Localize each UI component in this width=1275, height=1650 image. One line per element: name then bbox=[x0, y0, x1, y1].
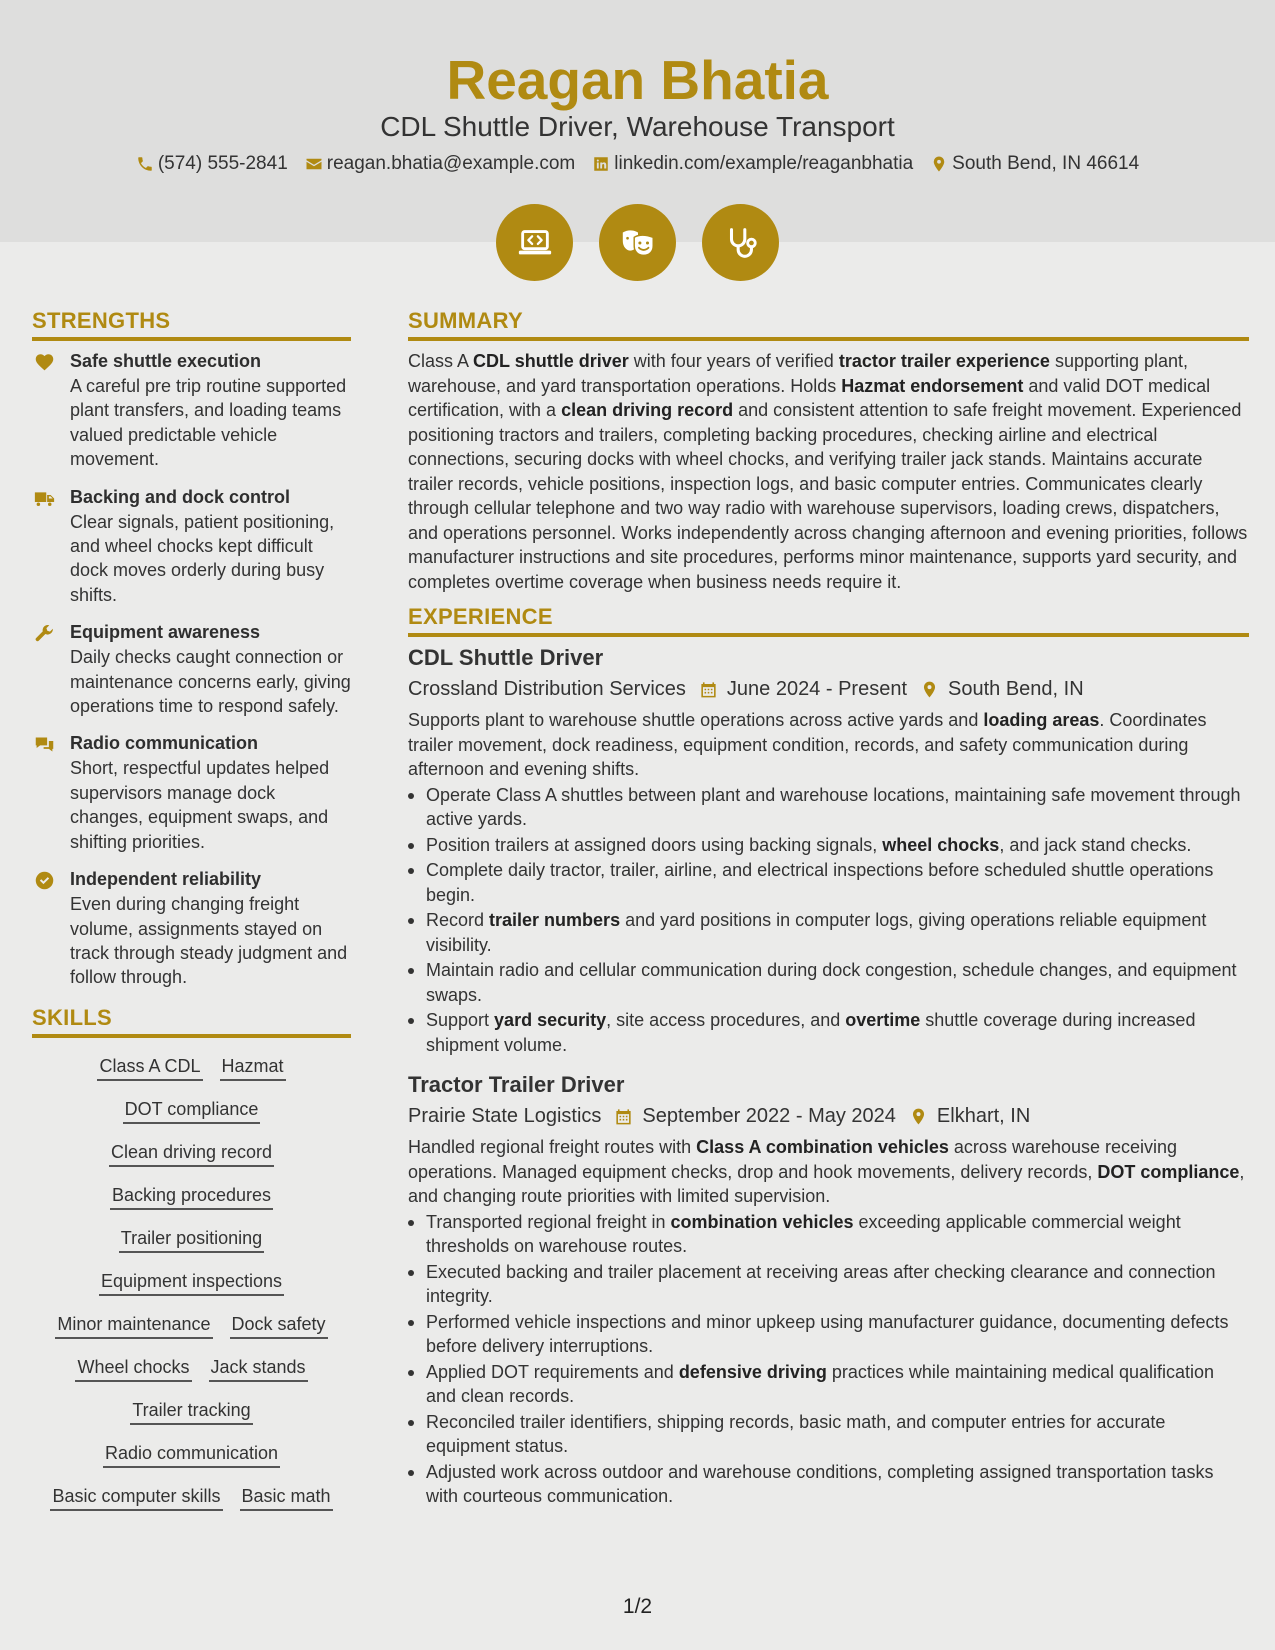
skill-tag: Basic math bbox=[240, 1485, 333, 1511]
bullet-item: Position trailers at assigned doors using backing signals, wheel chocks, and jack stand checks. bbox=[408, 833, 1249, 858]
strength-description: Clear signals, patient positioning, and wheel chocks kept difficult dock moves orderly during busy shifts. bbox=[70, 511, 335, 605]
job-summary: Handled regional freight routes with Class A combination vehicles across warehouse receiving operations. Managed equipment checks, drop and hook movements, delivery records, DOT compliance, and changing route priorities with limited supervision. bbox=[408, 1137, 1245, 1206]
map-marker-icon bbox=[920, 680, 939, 699]
strength-item bbox=[32, 731, 351, 854]
map-marker-icon bbox=[909, 1107, 928, 1126]
bullet-item: Maintain radio and cellular communication during dock congestion, schedule changes, and equipment swaps. bbox=[408, 958, 1249, 1007]
location-text: South Bend, IN 46614 bbox=[952, 153, 1140, 174]
calendar-icon bbox=[699, 680, 718, 699]
bullet-item: Executed backing and trailer placement at receiving areas after checking clearance and connection integrity. bbox=[408, 1260, 1249, 1309]
bullet-item: Reconciled trailer identifiers, shipping records, basic math, and computer entries for accurate equipment status. bbox=[408, 1410, 1249, 1459]
contact-email[interactable] bbox=[305, 152, 575, 176]
linkedin-icon bbox=[592, 155, 610, 173]
strength-description: Short, respectful updates helped supervisors manage dock changes, equipment swaps, and shifting priorities. bbox=[70, 758, 330, 852]
job-entry bbox=[408, 643, 1249, 1057]
job-location: Elkhart, IN bbox=[936, 1105, 1031, 1127]
bullet-item: Performed vehicle inspections and minor upkeep using manufacturer guidance, documenting defects before delivery interruptions. bbox=[408, 1310, 1249, 1359]
contact-linkedin[interactable] bbox=[592, 152, 913, 176]
email-text: reagan.bhatia@example.com bbox=[326, 153, 576, 174]
skill-row bbox=[32, 1184, 351, 1210]
strength-description: Daily checks caught connection or maintenance concerns early, giving operations time to respond safely. bbox=[70, 647, 351, 717]
skill-tag: Wheel chocks bbox=[75, 1356, 191, 1382]
job-company: Prairie State Logistics bbox=[408, 1105, 602, 1127]
stethoscope-badge bbox=[702, 204, 779, 281]
laptop-code-badge bbox=[496, 204, 573, 281]
skill-row bbox=[32, 1442, 351, 1468]
skill-tag: Clean driving record bbox=[109, 1141, 274, 1167]
job-dates: June 2024 - Present bbox=[726, 678, 908, 700]
truck-icon bbox=[34, 488, 55, 509]
laptop-code-icon bbox=[516, 224, 554, 262]
comments-icon bbox=[34, 734, 55, 755]
strength-name: Radio communication bbox=[70, 733, 259, 754]
strength-item bbox=[32, 867, 351, 990]
contact-bar bbox=[0, 152, 1275, 176]
page-number: 1/2 bbox=[622, 1595, 653, 1618]
job-summary: Supports plant to warehouse shuttle operations across active yards and loading areas. Coordinates trailer movement, dock readiness, equipment condition, records, and safety communication during afternoon and evening shifts. bbox=[408, 710, 1207, 779]
job-meta bbox=[408, 1102, 1249, 1130]
skill-row bbox=[32, 1270, 351, 1296]
skill-tag: DOT compliance bbox=[123, 1098, 261, 1124]
job-bullets bbox=[408, 783, 1249, 1058]
check-circle-icon bbox=[34, 870, 55, 891]
bullet-item: Operate Class A shuttles between plant and warehouse locations, maintaining safe movement through active yards. bbox=[408, 783, 1249, 832]
job-role: CDL Shuttle Driver bbox=[408, 645, 604, 670]
left-column bbox=[32, 306, 351, 1528]
bullet-item: Support yard security, site access procedures, and overtime shuttle coverage during increased shipment volume. bbox=[408, 1008, 1249, 1057]
contact-phone[interactable] bbox=[136, 152, 288, 176]
strength-description: Even during changing freight volume, assignments stayed on track through steady judgment and follow through. bbox=[70, 894, 348, 988]
job-location: South Bend, IN bbox=[948, 678, 1084, 700]
strength-item bbox=[32, 485, 351, 608]
heart-icon bbox=[34, 352, 55, 373]
job-meta bbox=[408, 675, 1249, 703]
candidate-title: CDL Shuttle Driver, Warehouse Transport bbox=[380, 111, 895, 142]
skill-row bbox=[32, 1141, 351, 1167]
bullet-item: Complete daily tractor, trailer, airline, and electrical inspections before scheduled shuttle operations begin. bbox=[408, 858, 1249, 907]
job-entry bbox=[408, 1070, 1249, 1509]
skill-tag: Class A CDL bbox=[97, 1055, 202, 1081]
skill-row bbox=[32, 1055, 351, 1081]
calendar-icon bbox=[614, 1107, 633, 1126]
strength-name: Equipment awareness bbox=[70, 622, 261, 643]
skill-row bbox=[32, 1227, 351, 1253]
phone-text: (574) 555-2841 bbox=[157, 153, 288, 174]
skill-row bbox=[32, 1399, 351, 1425]
skill-tag: Minor maintenance bbox=[55, 1313, 212, 1339]
wrench-icon bbox=[34, 623, 55, 644]
strength-name: Backing and dock control bbox=[70, 486, 291, 507]
strength-name: Safe shuttle execution bbox=[70, 351, 262, 371]
linkedin-text: linkedin.com/example/reaganbhatia bbox=[614, 153, 914, 174]
theater-masks-icon bbox=[619, 224, 657, 262]
interest-badges bbox=[0, 204, 1275, 281]
contact-location bbox=[930, 152, 1139, 176]
job-bullets bbox=[408, 1210, 1249, 1509]
candidate-name: Reagan Bhatia bbox=[446, 49, 829, 111]
skill-tag: Basic computer skills bbox=[50, 1485, 222, 1511]
job-dates: September 2022 - May 2024 bbox=[642, 1105, 896, 1127]
skill-row bbox=[32, 1098, 351, 1124]
strength-name: Independent reliability bbox=[70, 869, 262, 890]
bullet-item: Adjusted work across outdoor and warehouse conditions, completing assigned transportation tasks with courteous communication. bbox=[408, 1460, 1249, 1509]
strength-item bbox=[32, 349, 351, 472]
stethoscope-icon bbox=[722, 224, 760, 262]
strengths-heading: STRENGTHS bbox=[32, 306, 351, 341]
strength-item bbox=[32, 620, 351, 718]
bullet-item: Applied DOT requirements and defensive driving practices while maintaining medical qualification and clean records. bbox=[408, 1360, 1249, 1409]
skill-tag: Trailer tracking bbox=[130, 1399, 252, 1425]
skill-tag: Dock safety bbox=[230, 1313, 328, 1339]
summary-text: Class A CDL shuttle driver with four years of verified tractor trailer experience supporting plant, warehouse, and yard transportation operations. Holds Hazmat endorsement and valid DOT medical certification, with a clean driving record and consistent attention to safe freight movement. Experienced positioning tractors and trailers, completing backing procedures, checking airline and electrical connections, securing docks with wheel chocks, and verifying trailer jack stands. Maintains accurate trailer records, vehicle positions, inspection logs, and basic computer entries. Communicates clearly through cellular telephone and two way radio with warehouse supervisors, loading crews, dispatchers, and operations personnel. Works independently across changing afternoon and evening priorities, follows manufacturer instructions and site procedures, performs minor maintenance, supports yard security, and completes overtime coverage when business needs require it. bbox=[408, 351, 1248, 592]
skill-tag: Radio communication bbox=[103, 1442, 280, 1468]
strengths-list bbox=[32, 349, 351, 990]
job-role: Tractor Trailer Driver bbox=[408, 1072, 625, 1097]
skills-heading: SKILLS bbox=[32, 1003, 351, 1038]
envelope-icon bbox=[305, 155, 323, 173]
skill-row bbox=[32, 1485, 351, 1511]
skill-row bbox=[32, 1356, 351, 1382]
skill-tag: Equipment inspections bbox=[99, 1270, 284, 1296]
strength-description: A careful pre trip routine supported plant transfers, and loading teams valued predictable vehicle movement. bbox=[70, 376, 347, 470]
skill-tag: Jack stands bbox=[209, 1356, 308, 1382]
bullet-item: Transported regional freight in combination vehicles exceeding applicable commercial weight thresholds on warehouse routes. bbox=[408, 1210, 1249, 1259]
phone-icon bbox=[136, 155, 154, 173]
skills-list bbox=[32, 1055, 351, 1511]
bullet-item: Record trailer numbers and yard positions in computer logs, giving operations reliable equipment visibility. bbox=[408, 908, 1249, 957]
map-marker-icon bbox=[930, 155, 948, 173]
theater-masks-badge bbox=[599, 204, 676, 281]
summary-heading: SUMMARY bbox=[408, 306, 1249, 341]
job-company: Crossland Distribution Services bbox=[408, 678, 686, 700]
experience-heading: EXPERIENCE bbox=[408, 602, 1249, 637]
right-column bbox=[408, 306, 1249, 1510]
skill-tag: Trailer positioning bbox=[119, 1227, 264, 1253]
skill-row bbox=[32, 1313, 351, 1339]
skill-tag: Hazmat bbox=[220, 1055, 286, 1081]
skill-tag: Backing procedures bbox=[110, 1184, 273, 1210]
